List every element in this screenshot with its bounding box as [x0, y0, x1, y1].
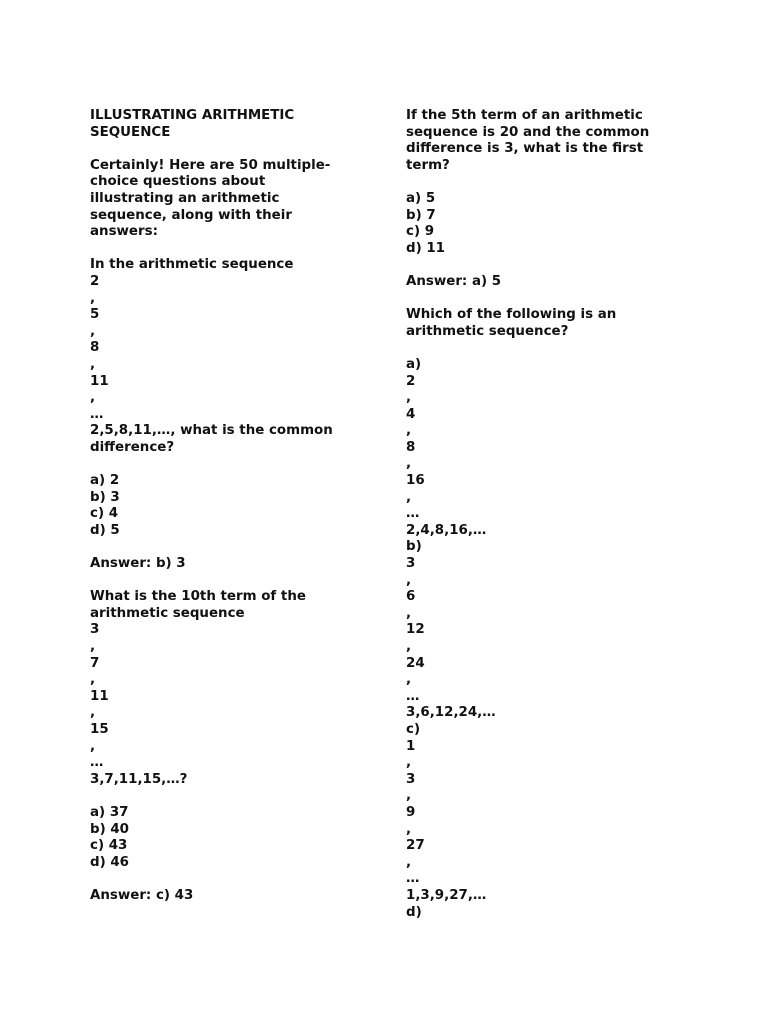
left-column [90, 108, 352, 905]
text-line: , [406, 788, 412, 804]
text-line: b) 40 [90, 821, 130, 837]
text-line: difference is 3, what is the first [406, 141, 644, 157]
text-line: answers: [90, 224, 158, 240]
text-line: , [406, 854, 412, 870]
text-line: Certainly! Here are 50 multiple- [90, 157, 331, 173]
text-line: sequence is 20 and the common [406, 124, 650, 140]
text-line: 2,5,8,11,…, what is the common [90, 423, 333, 439]
text-line: ILLUSTRATING ARITHMETIC [90, 108, 295, 123]
text-line: 27 [406, 838, 425, 854]
text-line: 2 [90, 273, 100, 289]
right-column [406, 108, 668, 921]
text-line: , [406, 572, 412, 588]
text-line: … [90, 406, 104, 422]
text-line: 3 [90, 622, 100, 638]
text-line: If the 5th term of an arithmetic [406, 108, 643, 123]
text-line: Answer: b) 3 [90, 556, 186, 572]
text-line: , [90, 672, 96, 688]
text-line: , [90, 356, 96, 372]
blank-line [90, 141, 352, 158]
blank-line [90, 573, 352, 590]
text-line: a) [406, 356, 422, 372]
text-line: b) [406, 539, 422, 555]
text-line: term? [406, 157, 450, 173]
text-line: 4 [406, 406, 416, 422]
text-line: 5 [90, 307, 100, 323]
text-line: , [406, 672, 412, 688]
blank-line [406, 291, 668, 308]
text-line: , [406, 605, 412, 621]
blank-line [406, 257, 668, 274]
text-line: 16 [406, 473, 425, 489]
text-line: … [90, 755, 104, 771]
text-line: … [406, 688, 420, 704]
text-line: c) [406, 721, 421, 737]
text-line: 12 [406, 622, 425, 638]
text-line: , [406, 755, 412, 771]
text-line: arithmetic sequence [90, 605, 245, 621]
blank-line [90, 456, 352, 473]
text-line: 11 [90, 688, 109, 704]
text-line: c) 43 [90, 838, 128, 854]
text-line: d) [406, 904, 422, 920]
text-line: 2,4,8,16,… [406, 522, 487, 538]
text-line: a) 2 [90, 473, 120, 489]
text-line: a) 5 [406, 190, 436, 206]
blank-line [90, 539, 352, 556]
text-line: difference? [90, 439, 175, 455]
text-line: 7 [90, 655, 100, 671]
text-line: c) 9 [406, 224, 435, 240]
text-line: , [90, 290, 96, 306]
text-line: , [90, 738, 96, 754]
text-line: … [406, 871, 420, 887]
text-line: c) 4 [90, 506, 119, 522]
text-line: 15 [90, 721, 109, 737]
blank-line [406, 340, 668, 357]
text-line: 3,7,11,15,…? [90, 771, 188, 787]
text-line: , [406, 489, 412, 505]
text-line: b) 7 [406, 207, 436, 223]
text-line: b) 3 [90, 489, 120, 505]
text-line: a) 37 [90, 804, 129, 820]
text-line: d) 11 [406, 240, 446, 256]
text-line: , [406, 639, 412, 654]
text-line: 3,6,12,24,… [406, 705, 496, 721]
text-line: 11 [90, 373, 109, 389]
text-line: choice questions about [90, 174, 266, 190]
blank-line [90, 241, 352, 258]
text-line: SEQUENCE [90, 124, 171, 140]
text-line: 2 [406, 373, 416, 389]
text-line: , [90, 390, 96, 406]
text-line: … [406, 506, 420, 522]
text-line: , [90, 639, 96, 654]
blank-line [406, 174, 668, 191]
blank-line [90, 871, 352, 888]
text-line: , [406, 423, 412, 439]
text-line: What is the 10th term of the [90, 589, 306, 605]
text-line: 3 [406, 556, 416, 572]
text-line: 6 [406, 589, 416, 605]
text-line: 1,3,9,27,… [406, 887, 487, 903]
text-line: , [406, 821, 412, 837]
text-line: , [90, 323, 96, 339]
text-line: d) 5 [90, 522, 120, 538]
text-line: illustrating an arithmetic [90, 190, 280, 206]
text-line: 8 [90, 340, 100, 356]
blank-line [90, 788, 352, 805]
text-line: Answer: c) 43 [90, 887, 194, 903]
text-line: , [406, 390, 412, 406]
text-line: 3 [406, 771, 416, 787]
text-line: 24 [406, 655, 425, 671]
text-line: , [406, 456, 412, 472]
text-line: 9 [406, 804, 416, 820]
text-line: 8 [406, 439, 416, 455]
text-line: arithmetic sequence? [406, 323, 569, 339]
text-line: d) 46 [90, 854, 130, 870]
text-line: In the arithmetic sequence [90, 257, 294, 273]
text-line: , [90, 705, 96, 721]
text-line: Answer: a) 5 [406, 273, 502, 289]
text-line: sequence, along with their [90, 207, 292, 223]
text-line: 1 [406, 738, 416, 754]
text-line: Which of the following is an [406, 307, 617, 323]
